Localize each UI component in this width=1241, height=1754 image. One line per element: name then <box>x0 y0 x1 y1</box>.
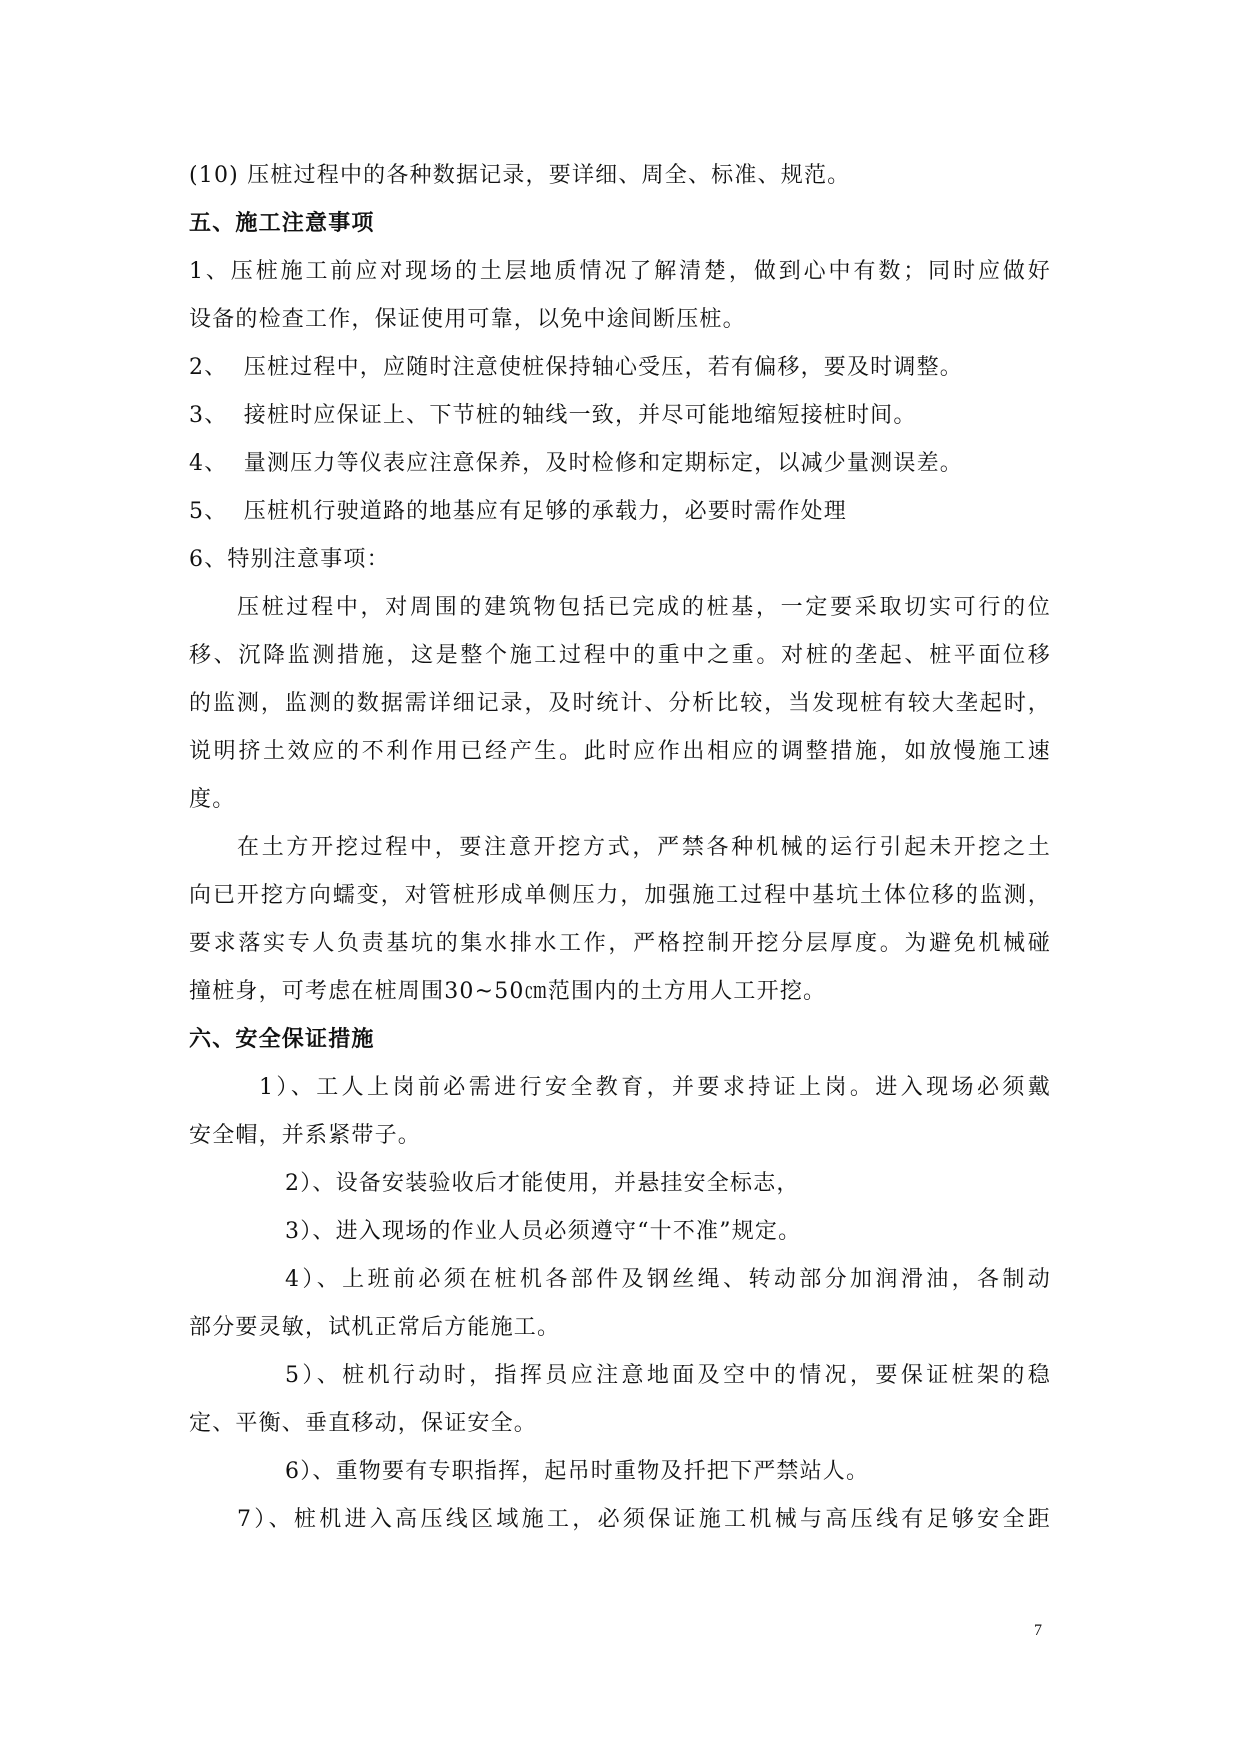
text-line: 撞桩身，可考虑在桩周围30~50㎝范围内的土方用人工开挖。 <box>189 979 827 1004</box>
text-line: 4）、上班前必须在桩机各部件及钢丝绳、转动部分加润滑油，各制动 <box>285 1267 1051 1292</box>
text-line: 说明挤土效应的不利作用已经产生。此时应作出相应的调整措施，如放慢施工速 <box>189 739 1051 764</box>
section-heading: 五、施工注意事项 <box>189 211 375 236</box>
text-line: 度。 <box>189 787 236 812</box>
text-line: 部分要灵敏，试机正常后方能施工。 <box>189 1315 561 1340</box>
text-line: 1）、工人上岗前必需进行安全教育，并要求持证上岗。进入现场必须戴 <box>259 1075 1051 1100</box>
text-line: 4、 量测压力等仪表应注意保养，及时检修和定期标定，以减少量测误差。 <box>189 451 963 476</box>
text-line: 压桩过程中，对周围的建筑物包括已完成的桩基，一定要采取切实可行的位 <box>237 595 1051 620</box>
text-line: 要求落实专人负责基坑的集水排水工作，严格控制开挖分层厚度。为避免机械碰 <box>189 931 1051 956</box>
text-line: 在土方开挖过程中，要注意开挖方式，严禁各种机械的运行引起未开挖之土 <box>237 835 1051 860</box>
text-line: 1、压桩施工前应对现场的土层地质情况了解清楚，做到心中有数；同时应做好 <box>189 259 1051 284</box>
section-heading: 六、安全保证措施 <box>189 1027 375 1052</box>
text-line: 3）、进入现场的作业人员必须遵守“十不准”规定。 <box>285 1219 802 1244</box>
text-line: 设备的检查工作，保证使用可靠，以免中途间断压桩。 <box>189 307 746 332</box>
text-line: 2、 压桩过程中，应随时注意使桩保持轴心受压，若有偏移，要及时调整。 <box>189 355 963 380</box>
text-line: (10) 压桩过程中的各种数据记录，要详细、周全、标准、规范。 <box>189 163 851 188</box>
text-line: 5）、桩机行动时，指挥员应注意地面及空中的情况，要保证桩架的稳 <box>285 1363 1051 1388</box>
text-line: 定、平衡、垂直移动，保证安全。 <box>189 1411 538 1436</box>
text-line: 的监测，监测的数据需详细记录，及时统计、分析比较，当发现桩有较大垄起时， <box>189 691 1051 716</box>
text-line: 移、沉降监测措施，这是整个施工过程中的重中之重。对桩的垄起、桩平面位移 <box>189 643 1051 668</box>
text-line: 6）、重物要有专职指挥，起吊时重物及扦把下严禁站人。 <box>285 1459 870 1484</box>
page-number: 7 <box>1034 1622 1042 1639</box>
text-line: 3、 接桩时应保证上、下节桩的轴线一致，并尽可能地缩短接桩时间。 <box>189 403 917 428</box>
text-line: 7）、桩机进入高压线区域施工，必须保证施工机械与高压线有足够安全距 <box>237 1507 1051 1532</box>
text-line: 5、 压桩机行驶道路的地基应有足够的承载力，必要时需作处理 <box>189 499 847 524</box>
document-body <box>189 152 1051 1544</box>
text-line: 6、特别注意事项： <box>189 547 390 572</box>
text-line: 安全帽，并系紧带子。 <box>189 1123 422 1148</box>
text-line: 向已开挖方向蠕变，对管桩形成单侧压力，加强施工过程中基坑土体位移的监测， <box>189 883 1051 908</box>
text-line: 2）、设备安装验收后才能使用，并悬挂安全标志， <box>285 1171 800 1196</box>
